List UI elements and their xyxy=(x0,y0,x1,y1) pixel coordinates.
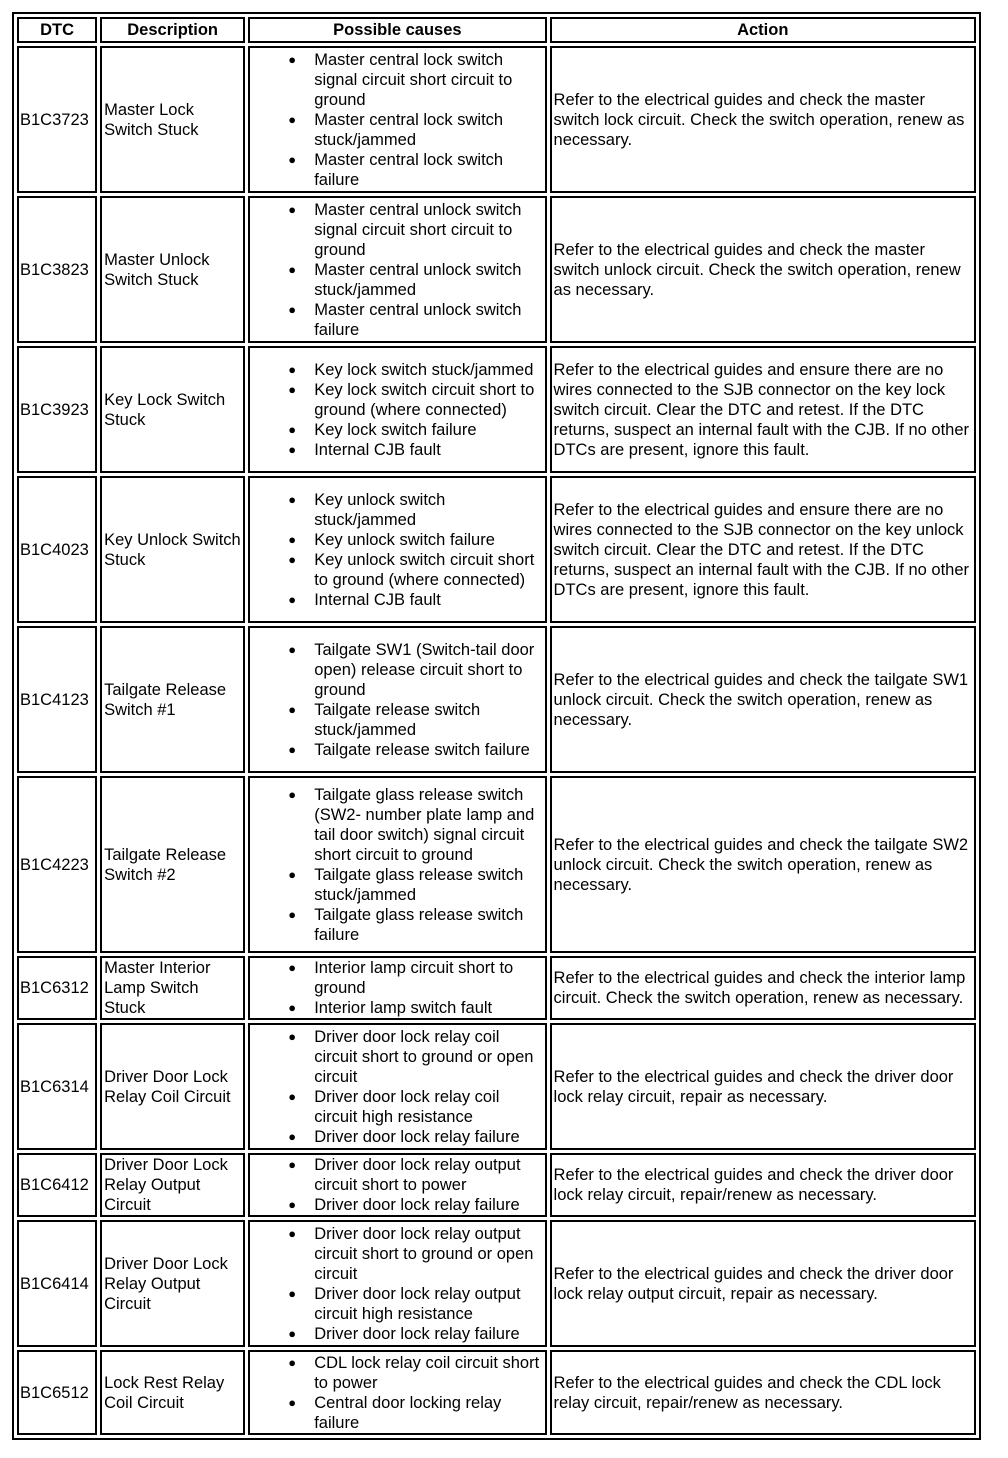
cause-item: ● Driver door lock relay failure xyxy=(282,1127,542,1147)
action-text: Refer to the electrical guides and check the tailgate SW2 unlock circuit. Check the switch operation, renew as necessary. xyxy=(550,776,976,953)
dtc-description: Driver Door Lock Relay Output Circuit xyxy=(100,1153,245,1217)
action-text: Refer to the electrical guides and check the driver door lock relay output circuit, repair as necessary. xyxy=(550,1220,976,1347)
header-description: Description xyxy=(100,17,245,43)
table-row xyxy=(17,626,976,773)
cause-item: ● Master central lock switch failure xyxy=(282,150,542,190)
dtc-description: Key Unlock Switch Stuck xyxy=(100,476,245,623)
possible-causes-cell xyxy=(248,1220,546,1347)
cause-item: ● Tailgate glass release switch stuck/jammed xyxy=(282,865,542,905)
dtc-code: B1C3723 xyxy=(17,46,97,193)
causes-list xyxy=(252,785,542,945)
possible-causes-cell xyxy=(248,956,546,1020)
table-row xyxy=(17,196,976,343)
table-row xyxy=(17,1153,976,1217)
dtc-description: Tailgate Release Switch #1 xyxy=(100,626,245,773)
action-text: Refer to the electrical guides and check the CDL lock relay circuit, repair/renew as necessary. xyxy=(550,1350,976,1435)
table-row xyxy=(17,956,976,1020)
causes-list xyxy=(252,958,542,1018)
causes-list xyxy=(252,360,542,460)
possible-causes-cell xyxy=(248,476,546,623)
table-row xyxy=(17,1220,976,1347)
header-dtc: DTC xyxy=(17,17,97,43)
dtc-description: Master Unlock Switch Stuck xyxy=(100,196,245,343)
causes-list xyxy=(252,1155,542,1215)
dtc-code: B1C6414 xyxy=(17,1220,97,1347)
table-row xyxy=(17,1023,976,1150)
possible-causes-cell xyxy=(248,346,546,473)
dtc-code: B1C4123 xyxy=(17,626,97,773)
cause-item: ● Master central unlock switch failure xyxy=(282,300,542,340)
cause-item: ● Internal CJB fault xyxy=(282,590,542,610)
table-row xyxy=(17,346,976,473)
dtc-code: B1C6412 xyxy=(17,1153,97,1217)
causes-list xyxy=(252,1224,542,1344)
causes-list xyxy=(252,50,542,190)
cause-item: ● Key unlock switch circuit short to ground (where connected) xyxy=(282,550,542,590)
dtc-table xyxy=(12,12,981,1440)
dtc-code: B1C4023 xyxy=(17,476,97,623)
dtc-description: Master Lock Switch Stuck xyxy=(100,46,245,193)
action-text: Refer to the electrical guides and check the master switch unlock circuit. Check the switch operation, renew as necessary. xyxy=(550,196,976,343)
action-text: Refer to the electrical guides and check the driver door lock relay circuit, repair/renew as necessary. xyxy=(550,1153,976,1217)
cause-item: ● Driver door lock relay coil circuit high resistance xyxy=(282,1087,542,1127)
header-causes: Possible causes xyxy=(248,17,546,43)
cause-item: ● Master central lock switch signal circuit short circuit to ground xyxy=(282,50,542,110)
possible-causes-cell xyxy=(248,1023,546,1150)
cause-item: ● Master central unlock switch signal circuit short circuit to ground xyxy=(282,200,542,260)
dtc-code: B1C6314 xyxy=(17,1023,97,1150)
dtc-table-container xyxy=(12,12,981,1440)
cause-item: ● Driver door lock relay output circuit short to ground or open circuit xyxy=(282,1224,542,1284)
dtc-code: B1C6312 xyxy=(17,956,97,1020)
causes-list xyxy=(252,200,542,340)
table-row xyxy=(17,476,976,623)
cause-item: ● Driver door lock relay failure xyxy=(282,1324,542,1344)
cause-item: ● Interior lamp switch fault xyxy=(282,998,542,1018)
possible-causes-cell xyxy=(248,1350,546,1435)
possible-causes-cell xyxy=(248,776,546,953)
cause-item: ● Tailgate glass release switch failure xyxy=(282,905,542,945)
dtc-description: Tailgate Release Switch #2 xyxy=(100,776,245,953)
cause-item: ● Driver door lock relay output circuit high resistance xyxy=(282,1284,542,1324)
dtc-description: Key Lock Switch Stuck xyxy=(100,346,245,473)
cause-item: ● Tailgate release switch stuck/jammed xyxy=(282,700,542,740)
cause-item: ● Key lock switch failure xyxy=(282,420,542,440)
cause-item: ● Tailgate SW1 (Switch-tail door open) release circuit short to ground xyxy=(282,640,542,700)
dtc-description: Master Interior Lamp Switch Stuck xyxy=(100,956,245,1020)
cause-item: ● Key unlock switch stuck/jammed xyxy=(282,490,542,530)
possible-causes-cell xyxy=(248,1153,546,1217)
action-text: Refer to the electrical guides and check the interior lamp circuit. Check the switch operation, renew as necessary. xyxy=(550,956,976,1020)
causes-list xyxy=(252,1027,542,1147)
header-action: Action xyxy=(550,17,976,43)
cause-item: ● Tailgate glass release switch (SW2- number plate lamp and tail door switch) signal circuit short circuit to ground xyxy=(282,785,542,865)
dtc-code: B1C4223 xyxy=(17,776,97,953)
dtc-description: Driver Door Lock Relay Coil Circuit xyxy=(100,1023,245,1150)
cause-item: ● Key lock switch circuit short to ground (where connected) xyxy=(282,380,542,420)
dtc-code: B1C3923 xyxy=(17,346,97,473)
dtc-code: B1C3823 xyxy=(17,196,97,343)
possible-causes-cell xyxy=(248,626,546,773)
table-row xyxy=(17,776,976,953)
table-row xyxy=(17,1350,976,1435)
cause-item: ● Tailgate release switch failure xyxy=(282,740,542,760)
action-text: Refer to the electrical guides and ensure there are no wires connected to the SJB connector on the key unlock switch circuit. Clear the DTC and retest. If the DTC returns, suspect an internal fault with the CJB. If no other DTCs are present, ignore this fault. xyxy=(550,476,976,623)
dtc-description: Lock Rest Relay Coil Circuit xyxy=(100,1350,245,1435)
possible-causes-cell xyxy=(248,46,546,193)
action-text: Refer to the electrical guides and check the master switch lock circuit. Check the switch operation, renew as necessary. xyxy=(550,46,976,193)
cause-item: ● Master central unlock switch stuck/jammed xyxy=(282,260,542,300)
cause-item: ● Driver door lock relay failure xyxy=(282,1195,542,1215)
action-text: Refer to the electrical guides and check the tailgate SW1 unlock circuit. Check the switch operation, renew as necessary. xyxy=(550,626,976,773)
cause-item: ● Interior lamp circuit short to ground xyxy=(282,958,542,998)
cause-item: ● Driver door lock relay output circuit short to power xyxy=(282,1155,542,1195)
causes-list xyxy=(252,1353,542,1433)
action-text: Refer to the electrical guides and ensure there are no wires connected to the SJB connector on the key lock switch circuit. Clear the DTC and retest. If the DTC returns, suspect an internal fault with the CJB. If no other DTCs are present, ignore this fault. xyxy=(550,346,976,473)
cause-item: ● Driver door lock relay coil circuit short to ground or open circuit xyxy=(282,1027,542,1087)
table-row xyxy=(17,46,976,193)
cause-item: ● Key unlock switch failure xyxy=(282,530,542,550)
cause-item: ● Master central lock switch stuck/jammed xyxy=(282,110,542,150)
cause-item: ● Central door locking relay failure xyxy=(282,1393,542,1433)
cause-item: ● CDL lock relay coil circuit short to power xyxy=(282,1353,542,1393)
dtc-code: B1C6512 xyxy=(17,1350,97,1435)
action-text: Refer to the electrical guides and check the driver door lock relay circuit, repair as necessary. xyxy=(550,1023,976,1150)
header-row xyxy=(17,17,976,43)
causes-list xyxy=(252,640,542,760)
dtc-description: Driver Door Lock Relay Output Circuit xyxy=(100,1220,245,1347)
cause-item: ● Internal CJB fault xyxy=(282,440,542,460)
causes-list xyxy=(252,490,542,610)
cause-item: ● Key lock switch stuck/jammed xyxy=(282,360,542,380)
possible-causes-cell xyxy=(248,196,546,343)
